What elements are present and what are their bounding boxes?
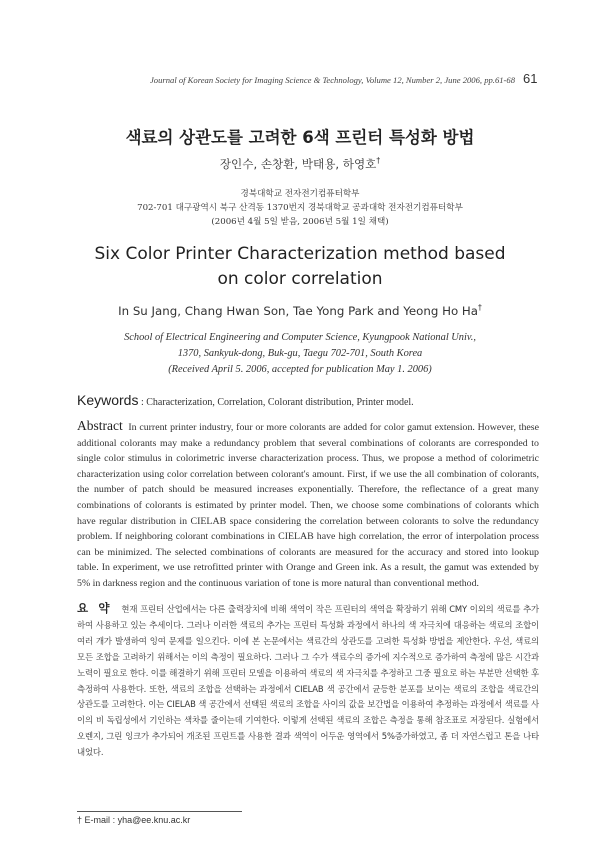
page-number: 61 xyxy=(523,71,538,86)
abstract-text: In current printer industry, four or more colorants are added for color gamut extension. However, these additional colorants may make a redundancy problem that several combinations of colorants are corresponded to single color stimulus in colorimetric inverse characterization process. Thus, we propose a method of colorimetric characterization using color correlation between colorant's amount. First, if we use the all combination of colorants, the number of patch should be measured increases exponentially. Therefore, the reflectance of a great many combinations of colorants is estimated by printer model. Then, we choose some combinations of colorants which have regular distribution in CIELAB space considering the correlation between colorants to solve the redundancy problem. If neighboring colorant combinations in CIELAB have high correlation, the error of interpolation process can be minimized. The selected combinations of colorants are measured for the accuracy and stored into lookup table. In experiment, we use retrofitted printer with Orange and Green ink. As a result, the gamut was extended by 5% in darkness region and the continuous variation of tone is more natural than conventional method. xyxy=(77,422,539,589)
corresponding-author-mark: † xyxy=(376,156,381,166)
english-received-dates: (Received April 5. 2006, accepted for publication May 1. 2006) xyxy=(168,364,432,375)
english-author-names: In Su Jang, Chang Hwan Son, Tae Yong Park and Yeong Ho Ha xyxy=(118,304,479,318)
abstract xyxy=(77,418,539,592)
journal-citation: Journal of Korean Society for Imaging Science & Technology, Volume 12, Number 2, June 2006, pp.61-68 xyxy=(149,75,515,85)
english-title xyxy=(0,242,600,292)
footnote-separator: : xyxy=(112,815,116,825)
footnote-email[interactable]: yha@ee.knu.ac.kr xyxy=(117,815,191,825)
footnote xyxy=(77,815,190,825)
english-title-line-2: on color correlation xyxy=(217,269,383,289)
running-header xyxy=(0,75,515,85)
english-affiliation-line-2: 1370, Sankyuk-dong, Buk-gu, Taegu 702-701, South Korea xyxy=(177,348,423,359)
english-authors xyxy=(0,304,600,318)
korean-summary xyxy=(77,601,539,761)
keywords xyxy=(77,392,537,408)
summary-text: 현재 프린터 산업에서는 다른 출력장치에 비해 색역이 작은 프린터의 색역을 확장하기 위해 CMY 이외의 색료를 추가하여 사용하고 있는 추세이다. 그러나 이러한 색료의 추가는 프린터 특성화 과정에서 하나의 색 자극치에 대응하는 색료의 조합이 여러 개가 발생하여 잉여 문제를 일으킨다. 이에 본 논문에서는 색료간의 상관도를 고려한 특성화 방법을 제안한다. 우선, 색료의 모든 조합을 고려하기 위해서는 이의 측정이 필요하다. 그러나 그 수가 색료수의 증가에 지수적으로 증가하여 측정에 많은 시간과 노력이 필요로 한다. 이를 해결하기 위해 프린터 모델을 이용하여 색료의 색 자극치를 추정하고 그중 필요로 하는 부분만 선택한 후 측정하여 사용한다. 또한, 색료의 조합을 선택하는 과정에서 CIELAB 색 공간에서 균등한 분포를 보이는 색료의 조합을 색료간의 상관도를 고려한다. 이는 CIELAB 색 공간에서 선택된 색료의 조합을 사이의 값을 보간법을 이용하여 추정하는 과정에서 색료를 사이의 비 독립성에서 기인하는 색차를 줄이는데 기여한다. 이렇게 선택된 색료의 조합은 측정을 통해 참조표로 저장된다. 실험에서 오렌지, 그린 잉크가 추가되어 개조된 프린트를 사용한 결과 색역이 어두운 영역에서 5%증가하였고, 좀 더 자연스럽고 톤을 나타내었다. xyxy=(77,604,539,758)
keywords-text: Characterization, Correlation, Colorant distribution, Printer model. xyxy=(146,397,414,408)
footnote-label: E-mail xyxy=(84,815,111,825)
korean-affiliation-line-1: 경북대학교 전자전기컴퓨터학부 xyxy=(240,189,360,199)
keywords-separator: : xyxy=(140,397,144,408)
footnote-divider xyxy=(77,811,242,812)
abstract-label: Abstract xyxy=(77,418,123,433)
footnote-mark: † xyxy=(77,815,83,825)
korean-title: 색료의 상관도를 고려한 6색 프린터 특성화 방법 xyxy=(125,128,475,147)
summary-label: 요 약 xyxy=(77,601,113,615)
korean-authors xyxy=(0,156,600,172)
english-corresponding-author-mark: † xyxy=(478,303,482,313)
korean-received-dates: (2006년 4월 5일 받음, 2006년 5월 1일 채택) xyxy=(211,217,389,227)
keywords-label: Keywords xyxy=(77,392,139,408)
korean-affiliation-line-2: 702-701 대구광역시 북구 산격동 1370번지 경북대학교 공과대학 전자전기컴퓨터학부 xyxy=(137,203,463,213)
english-affiliation-line-1: School of Electrical Engineering and Computer Science, Kyungpook National Univ., xyxy=(124,332,476,343)
english-title-line-1: Six Color Printer Characterization method based xyxy=(94,244,506,264)
korean-author-names: 장인수, 손창환, 박태용, 하영호 xyxy=(219,157,377,171)
